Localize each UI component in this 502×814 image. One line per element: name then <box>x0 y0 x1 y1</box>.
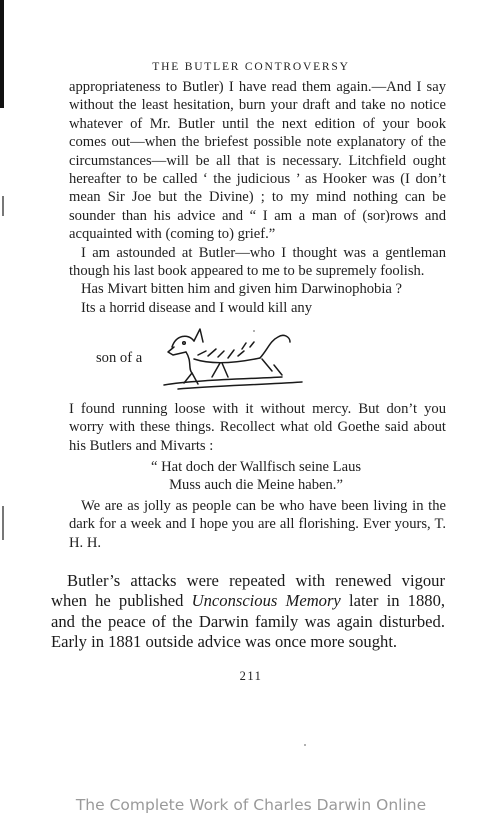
page-number: 211 <box>239 669 263 683</box>
letter-text-bottom <box>69 497 446 552</box>
narrative-text <box>51 571 445 653</box>
letter-paragraph: Its a horrid disease and I would kill any <box>81 299 313 316</box>
letter-paragraph: appropriateness to Butler) I have read them again.—And I say without the least hesitation, burn your draft and take no notice whatever of Mr. Butler until the next edition of your book comes out—when the briefest possible note explanatory of the circumstances—will be all that is necessary. Litchfield ought hereafter to be called ‘ the judicious ’ as Hooker was (I don’t mean Sir Joe but the Divine) ; to my mind nothing can be sounder than his advice and “ I am a man of (sor)rows and acquainted with (coming to) grief.” <box>69 79 446 243</box>
narrative-paragraph <box>51 571 445 653</box>
page-edge-shadow <box>0 0 4 108</box>
watermark: The Complete Work of Charles Darwin Online <box>75 796 427 814</box>
letter-paragraph: We are as jolly as people can be who have been living in the dark for a week and I hope you are all florishing. Ever yours, T. H. H. <box>69 498 446 551</box>
book-title: Unconscious Memory <box>191 591 341 611</box>
letter-paragraph: Has Mivart bitten him and given him Darwinophobia ? <box>81 281 402 298</box>
scan-speck <box>253 330 255 332</box>
letter-text-middle <box>69 400 446 455</box>
page-edge-mark <box>2 196 4 216</box>
sketch-caption: son of a <box>96 350 143 366</box>
letter-paragraph: I found running loose with it without mercy. But don’t you worry with these things. Recollect what old Goethe said about his Butlers and Mivarts : <box>69 401 446 454</box>
goethe-quote <box>0 458 502 495</box>
dog-sketch-icon <box>162 325 312 391</box>
sketch-row <box>96 325 336 391</box>
letter-paragraph: I am astounded at Butler—who I thought was a gentleman though his last book appeared to me to be supremely foolish. <box>69 244 446 280</box>
scan-speck <box>304 744 306 746</box>
running-head: THE BUTLER CONTROVERSY <box>152 61 350 73</box>
narrative-text-run: later in 1880, and the peace of the Darwin family was again disturbed. Early in 1881 outside advice was once more sought. <box>51 591 446 652</box>
quote-line: “ Hat doch der Wallfisch seine Laus <box>150 459 362 475</box>
quote-line: Muss auch die Meine haben.” <box>169 477 343 494</box>
page-edge-mark <box>2 506 4 540</box>
narrative-text-run: Butler’s attacks were repeated with renewed vigour when he published <box>51 571 445 611</box>
letter-text-top <box>69 78 446 317</box>
